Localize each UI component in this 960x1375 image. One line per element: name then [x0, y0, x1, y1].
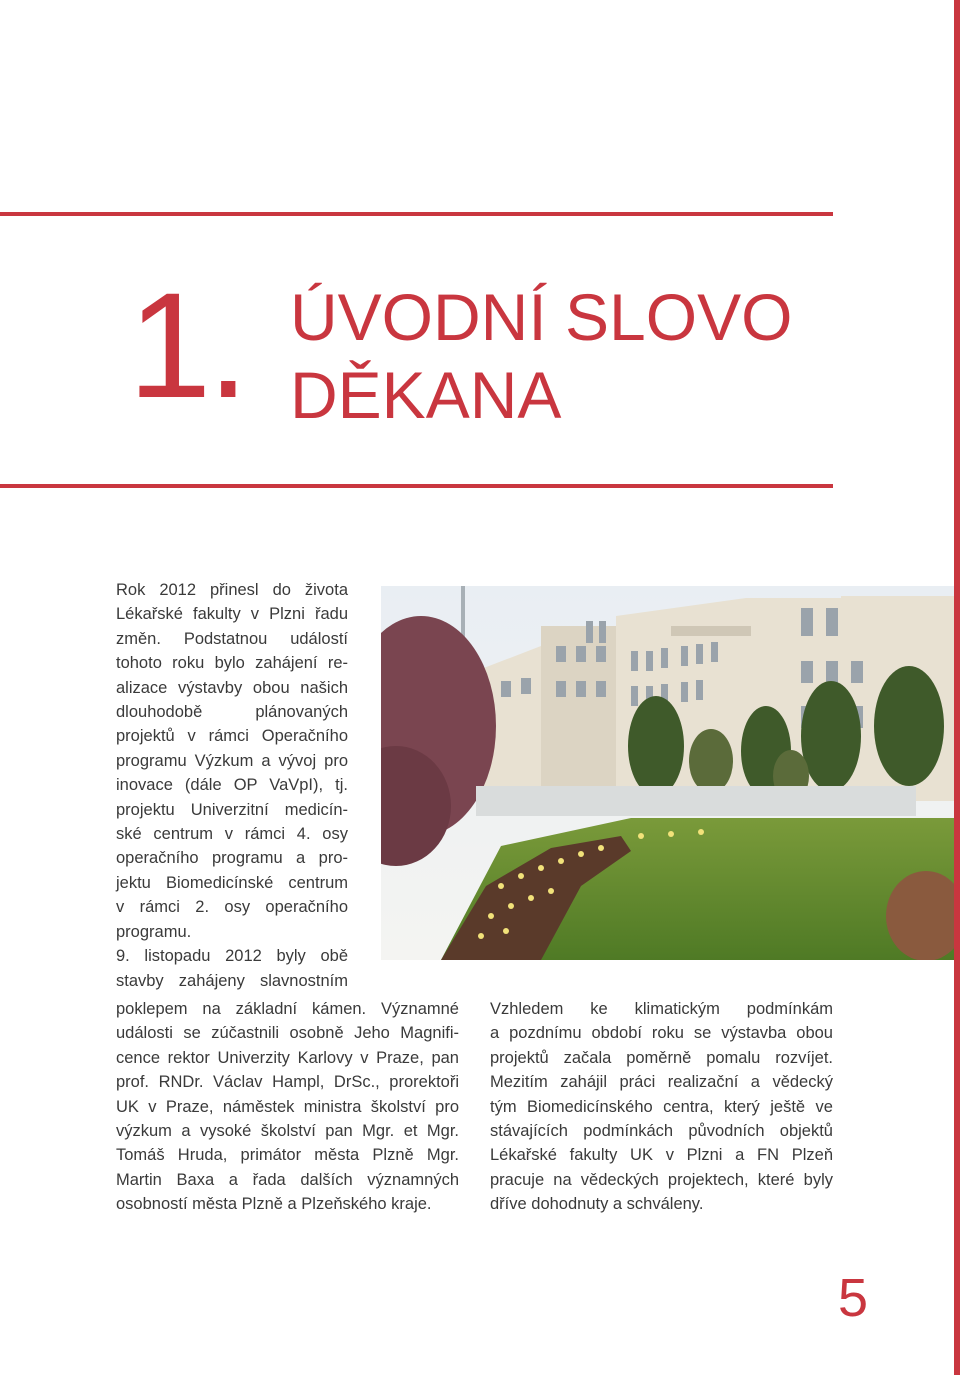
text-line: stávajících podmínkách původních objektů — [490, 1122, 833, 1141]
intro-paragraph — [116, 578, 348, 993]
text-line: projektů v rámci Operačního — [116, 727, 348, 746]
bottom-rule — [0, 484, 833, 488]
text-line: programu Výzkum a vývoj pro — [116, 751, 348, 770]
text-line: Mezitím zahájil práci realizační a vědecký — [490, 1073, 833, 1092]
body-column-right — [490, 997, 833, 1217]
chapter-number: 1. — [128, 261, 246, 429]
chapter-title — [290, 278, 792, 434]
text-line: 9. listopadu 2012 byly obě — [116, 947, 348, 966]
text-line: v rámci 2. osy operačního — [116, 898, 348, 917]
text-line: cence rektor Univerzity Karlovy v Praze, pan — [116, 1048, 459, 1067]
text-line: poklepem na základní kámen. Významné — [116, 1000, 459, 1018]
text-line: výzkum a vysoké školství pan Mgr. et Mgr. — [116, 1122, 459, 1141]
text-line: Lékařské fakulty UK v Plzni a FN Plzeň — [490, 1146, 833, 1165]
faculty-building-photo — [381, 586, 954, 960]
text-line: změn. Podstatnou událostí — [116, 629, 348, 648]
text-line: Rok 2012 přinesl do života — [116, 581, 348, 599]
text-line: inovace (dále OP VaVpI), tj. — [116, 776, 348, 795]
text-line: programu. — [116, 922, 192, 941]
text-line: stavby zahájeny slavnostním — [116, 971, 348, 990]
text-line: jektu Biomedicínské centrum — [116, 873, 348, 892]
text-line: Lékařské fakulty v Plzni řadu — [116, 605, 348, 624]
text-line: osobností města Plzně a Plzeňského kraje. — [116, 1195, 432, 1214]
body-column-left — [116, 997, 459, 1217]
text-line: prof. RNDr. Václav Hampl, DrSc., prorektoři — [116, 1073, 459, 1092]
top-rule — [0, 212, 833, 216]
page-number: 5 — [838, 1268, 869, 1328]
text-line: operačního programu a pro- — [116, 849, 348, 868]
text-line: alizace výstavby obou našich — [116, 678, 348, 697]
chapter-title-line-1: ÚVODNÍ SLOVO — [290, 280, 793, 354]
chapter-title-line-2: DĚKANA — [290, 358, 562, 432]
page-edge-stripe — [954, 0, 960, 1375]
text-line: UK v Praze, náměstek ministra školství pro — [116, 1097, 459, 1116]
text-line: dlouhodobě plánovaných — [116, 703, 348, 722]
text-line: Vzhledem ke klimatickým podmínkám — [490, 1000, 833, 1018]
text-line: ské centrum v rámci 4. osy — [116, 825, 348, 844]
text-line: Tomáš Hruda, primátor města Plzně Mgr. — [116, 1146, 459, 1165]
text-line: dříve dohodnuty a schváleny. — [490, 1195, 704, 1214]
text-line: události se zúčastnili osobně Jeho Magnifi- — [116, 1024, 459, 1043]
text-line: pracuje na vědeckých projektech, které byly — [490, 1170, 833, 1189]
text-line: a pozdnímu období roku se výstavba obou — [490, 1024, 833, 1043]
text-line: projektu Univerzitní medicín- — [116, 800, 348, 819]
text-line: Martin Baxa a řada dalších významných — [116, 1170, 459, 1189]
text-line: projektů začala poměrně pomalu rozvíjet. — [490, 1048, 833, 1067]
text-line: tohoto roku bylo zahájení re- — [116, 654, 348, 673]
text-line: tým Biomedicínského centra, který ještě ve — [490, 1097, 833, 1116]
